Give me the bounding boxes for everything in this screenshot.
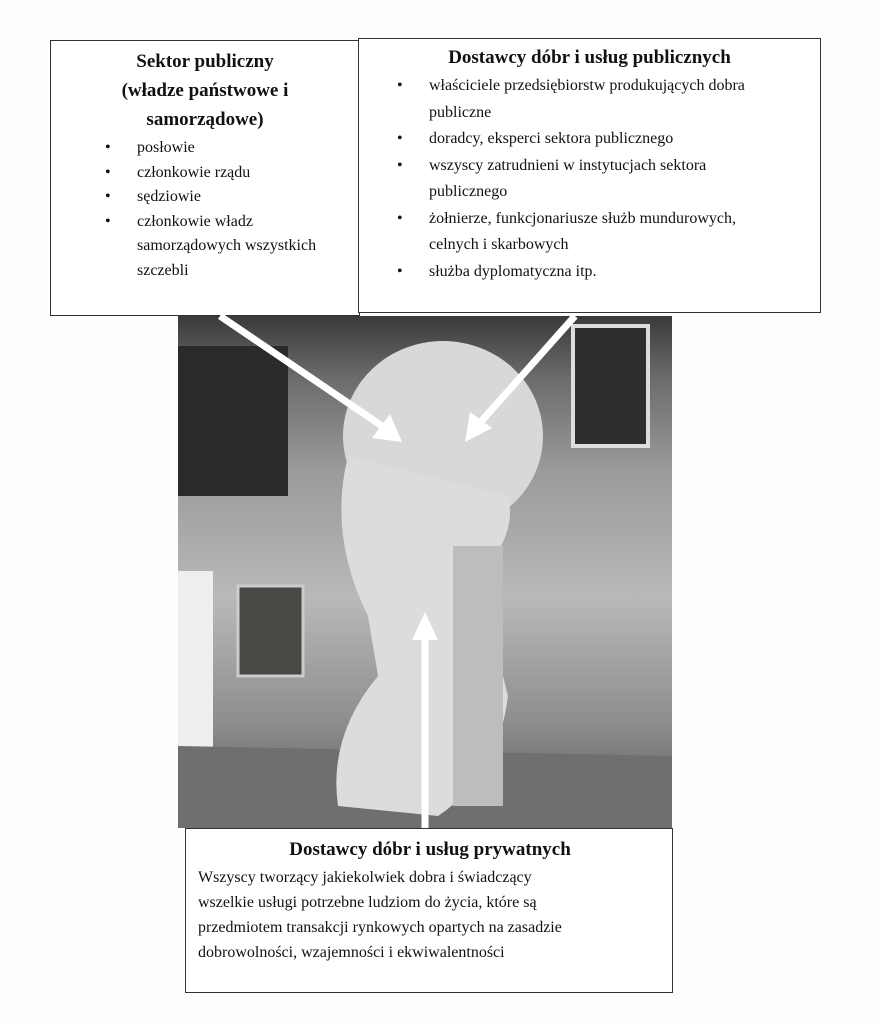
title-line: samorządowe) (146, 109, 264, 130)
list-item: • wszyscy zatrudnieni w instytucjach sektora publicznego (429, 153, 779, 206)
list-item: • właściciele przedsiębiorstw produkujących dobra publiczne (429, 73, 779, 126)
text-line: przedmiotem transakcji rynkowych opartych na zasadzie (198, 919, 562, 936)
arrowhead-up (412, 612, 438, 640)
list-item: • sędziowie (137, 185, 351, 210)
title-line: Sektor publiczny (136, 51, 274, 72)
list-item: • doradcy, eksperci sektora publicznego (429, 126, 779, 153)
list-item: • służba dyplomatyczna itp. (429, 259, 779, 286)
list-item: • członkowie władz samorządowych wszystkich szczebli (137, 210, 327, 284)
list-item: • żołnierze, funkcjonariusze służb mundurowych, celnych i skarbowych (429, 206, 779, 259)
public-providers-title: Dostawcy dóbr i usług publicznych (448, 47, 731, 68)
arrow-right (478, 316, 575, 425)
title-line: (władze państwowe i (121, 80, 289, 101)
text-line: wszelkie usługi potrzebne ludziom do życia, które są (198, 894, 537, 911)
private-providers-title: Dostawcy dóbr i usług prywatnych (289, 839, 571, 860)
list-item: • członkowie rządu (137, 161, 351, 186)
arrow-left (220, 316, 385, 428)
list-item: • posłowie (137, 136, 351, 161)
text-line: Wszyscy tworzący jakiekolwiek dobra i świadczący (198, 869, 532, 886)
text-line: dobrowolności, wzajemności i ekwiwalentności (198, 944, 505, 961)
